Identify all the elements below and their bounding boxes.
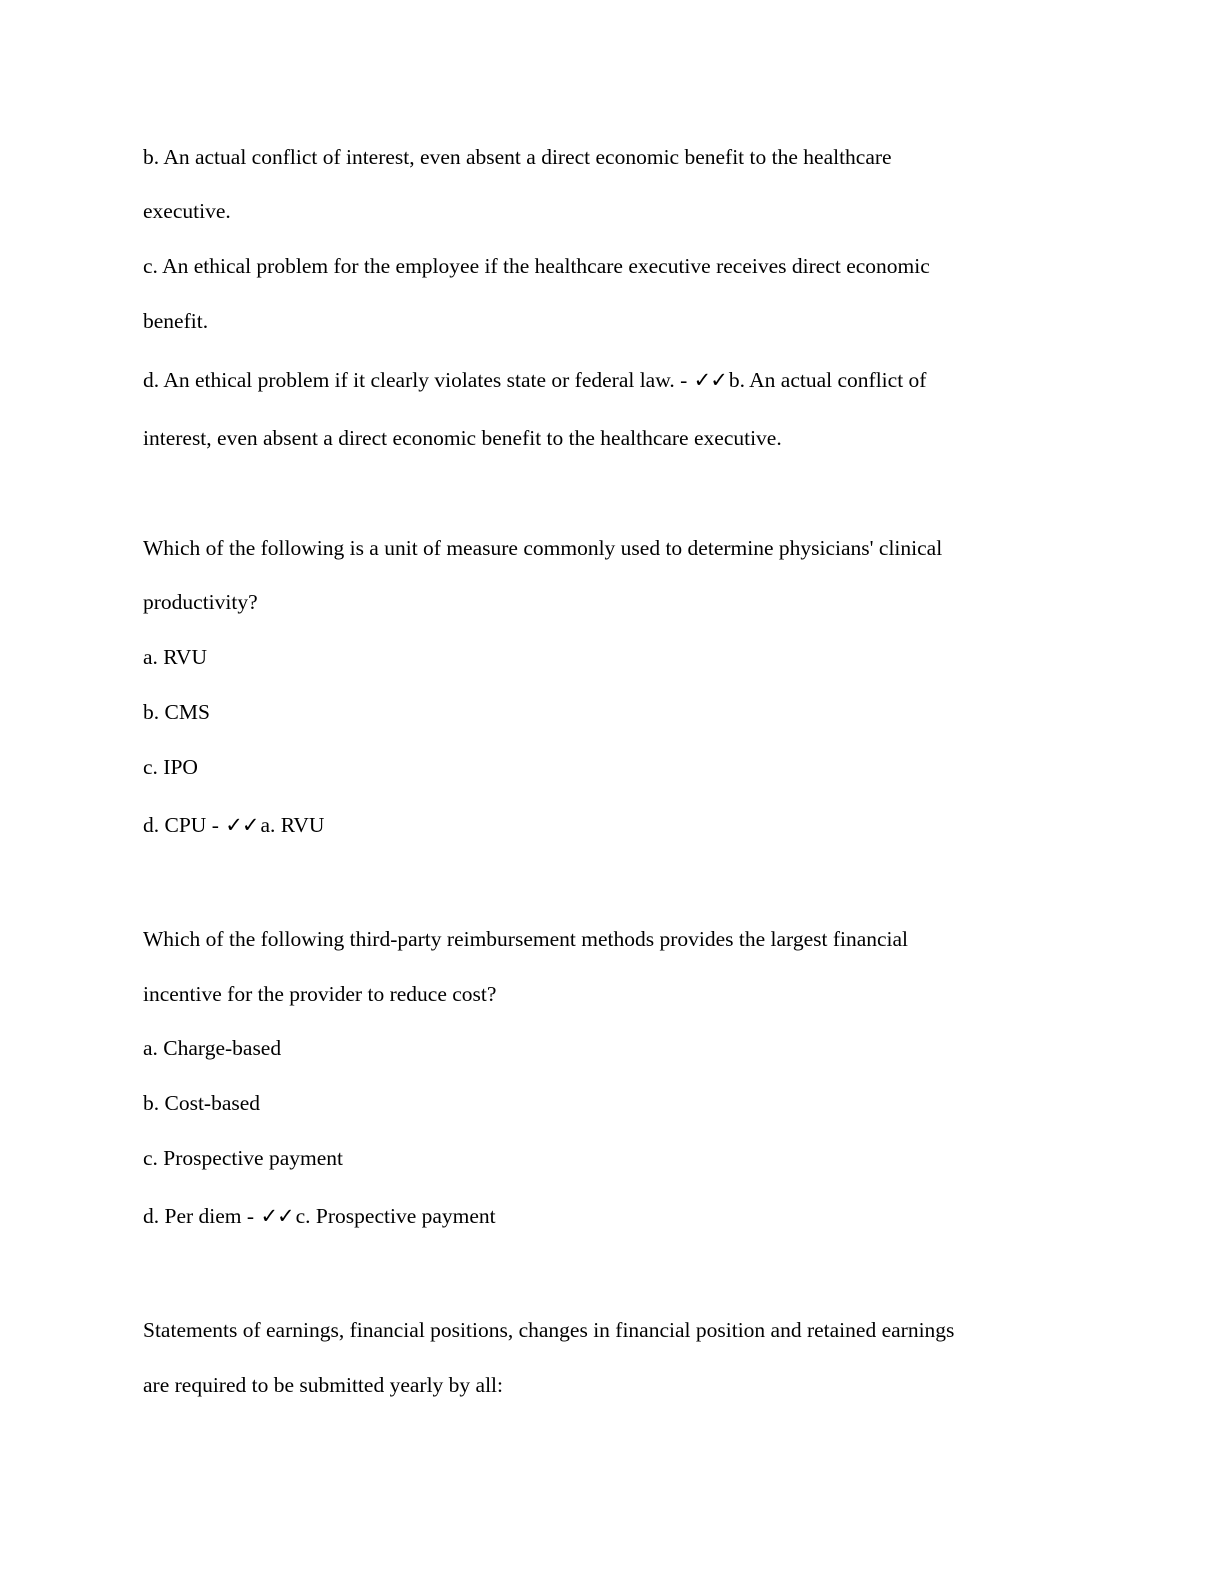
double-check-icon: ✓✓ [260,1204,294,1228]
q2-option-d-with-answer [143,811,324,839]
q3-option-a: a. Charge-based [143,1036,282,1060]
q2-answer: a. RVU [260,813,325,837]
double-check-icon: ✓✓ [693,368,727,392]
q1-answer-line1: b. An actual conflict of [728,368,927,392]
q2-option-b: b. CMS [143,700,210,724]
q3-question-line1: Which of the following third-party reimbursement methods provides the largest financial [143,927,909,951]
q4-question-line2: are required to be submitted yearly by all: [143,1373,503,1397]
q2-option-c: c. IPO [143,755,198,779]
q2-question-line1: Which of the following is a unit of measure commonly used to determine physicians' clinical [143,536,943,560]
q1-option-b-line1: b. An actual conflict of interest, even absent a direct economic benefit to the healthcare [143,145,892,169]
q1-option-c-line2: benefit. [143,309,209,333]
q3-answer: c. Prospective payment [295,1204,496,1228]
q3-option-d-with-answer [143,1202,496,1230]
double-check-icon: ✓✓ [225,813,259,837]
q2-option-d-text: d. CPU - [143,813,219,837]
q3-option-d-text: d. Per diem - [143,1204,255,1228]
q1-option-d-with-answer [143,366,926,394]
q1-answer-line2: interest, even absent a direct economic benefit to the healthcare executive. [143,426,782,450]
q2-question-line2: productivity? [143,590,258,614]
q3-option-c: c. Prospective payment [143,1146,344,1170]
q1-option-b-line2: executive. [143,199,231,223]
q3-option-b: b. Cost-based [143,1091,261,1115]
q3-question-line2: incentive for the provider to reduce cost? [143,982,497,1006]
q4-question-line1: Statements of earnings, financial positions, changes in financial position and retained earnings [143,1318,955,1342]
q1-option-d-text: d. An ethical problem if it clearly violates state or federal law. - [143,368,688,392]
q1-option-c-line1: c. An ethical problem for the employee if the healthcare executive receives direct economic [143,254,930,278]
q2-option-a: a. RVU [143,645,207,669]
